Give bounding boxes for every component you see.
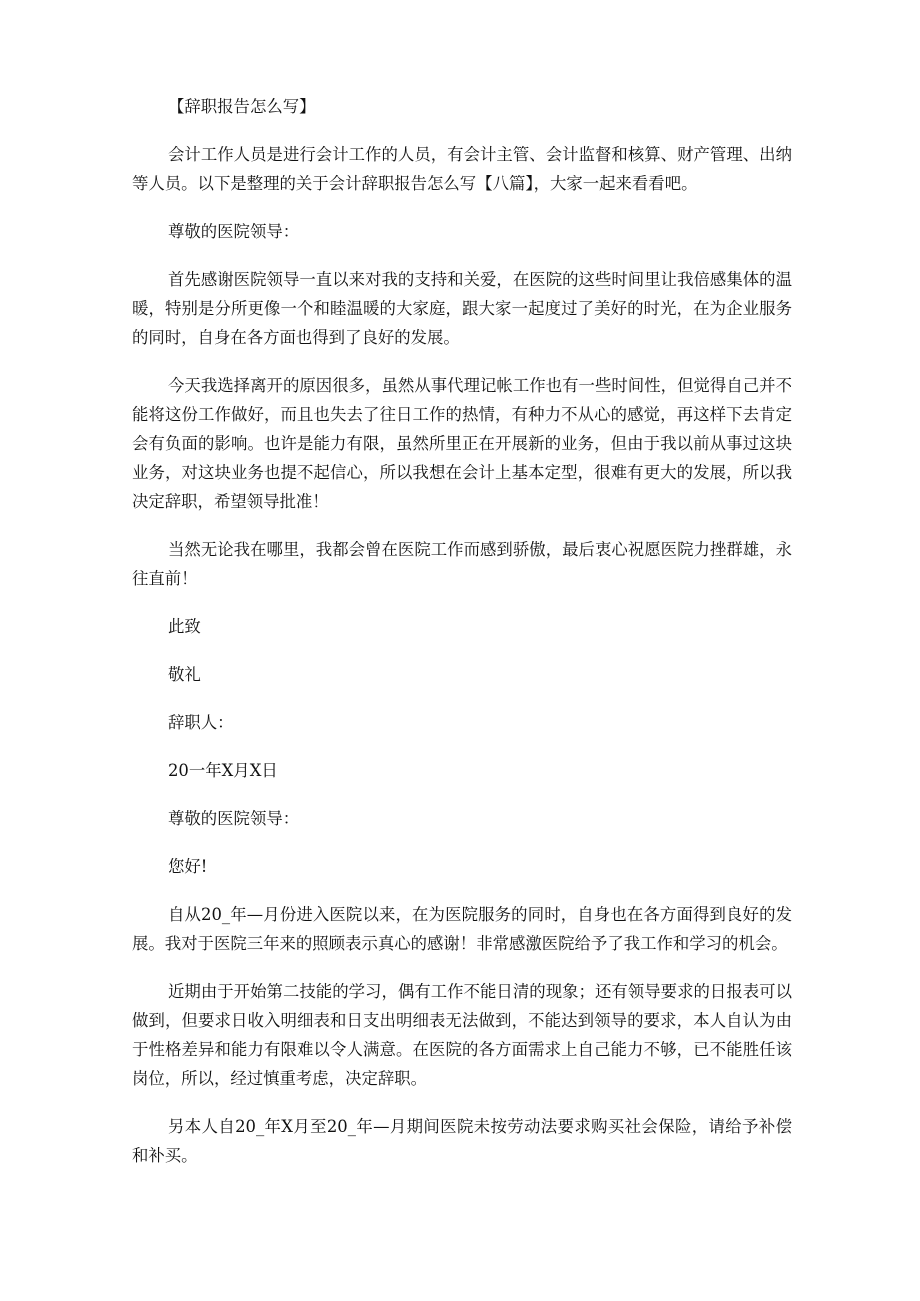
letter1-paragraph-2: 今天我选择离开的原因很多，虽然从事代理记帐工作也有一些时间性，但觉得自己并不能将这份工作做好，而且也失去了往日工作的热情，有种力不从心的感觉，再这样下去肯定会有负面的影响。也许是能力有限，虽然所里正在开展新的业务，但由于我以前从事过这块业务，对这块业务也提不起信心，所以我想在会计上基本定型，很难有更大的发展，所以我决定辞职，希望领导批准！ xyxy=(132,376,792,511)
letter1-closing-2: 敬礼 xyxy=(168,665,201,684)
letter2-paragraph-2: 近期由于开始第二技能的学习，偶有工作不能日清的现象；还有领导要求的日报表可以做到，但要求日收入明细表和日支出明细表无法做到，不能达到领导的要求，本人自认为由于性格差异和能力有限难以令人满意。在医院的各方面需求上自己能力不够，已不能胜任该岗位，所以，经过慎重考虑，决定辞职。 xyxy=(132,982,792,1088)
letter2-greeting: 您好! xyxy=(168,857,208,876)
letter1-date: 20一年X月X日 xyxy=(168,761,278,780)
letter1-closing-1: 此致 xyxy=(168,617,201,636)
letter2-paragraph-1: 自从20_年—月份进入医院以来，在为医院服务的同时，自身也在各方面得到良好的发展。我对于医院三年来的照顾表示真心的感谢！非常感激医院给予了我工作和学习的机会。 xyxy=(132,905,792,953)
letter1-paragraph-1: 首先感谢医院领导一直以来对我的支持和关爱，在医院的这些时间里让我倍感集体的温暖，特别是分所更像一个和睦温暖的大家庭，跟大家一起度过了美好的时光，在为企业服务的同时，自身在各方面也得到了良好的发展。 xyxy=(132,270,792,347)
intro-paragraph: 会计工作人员是进行会计工作的人员，有会计主管、会计监督和核算、财产管理、出纳等人员。以下是整理的关于会计辞职报告怎么写【八篇】，大家一起来看看吧。 xyxy=(132,145,792,193)
letter1-salutation: 尊敬的医院领导： xyxy=(168,222,300,241)
document-title: 【辞职报告怎么写】 xyxy=(168,97,316,116)
letter2-paragraph-3: 另本人自20_年X月至20_年—月期间医院未按劳动法要求购买社会保险，请给予补偿和补买。 xyxy=(132,1117,792,1165)
letter1-paragraph-3: 当然无论我在哪里，我都会曾在医院工作而感到骄傲，最后衷心祝愿医院力挫群雄，永往直前！ xyxy=(132,540,792,588)
letter2-salutation: 尊敬的医院领导： xyxy=(168,809,300,828)
letter1-signer: 辞职人： xyxy=(168,713,234,732)
document-body xyxy=(132,92,792,1189)
